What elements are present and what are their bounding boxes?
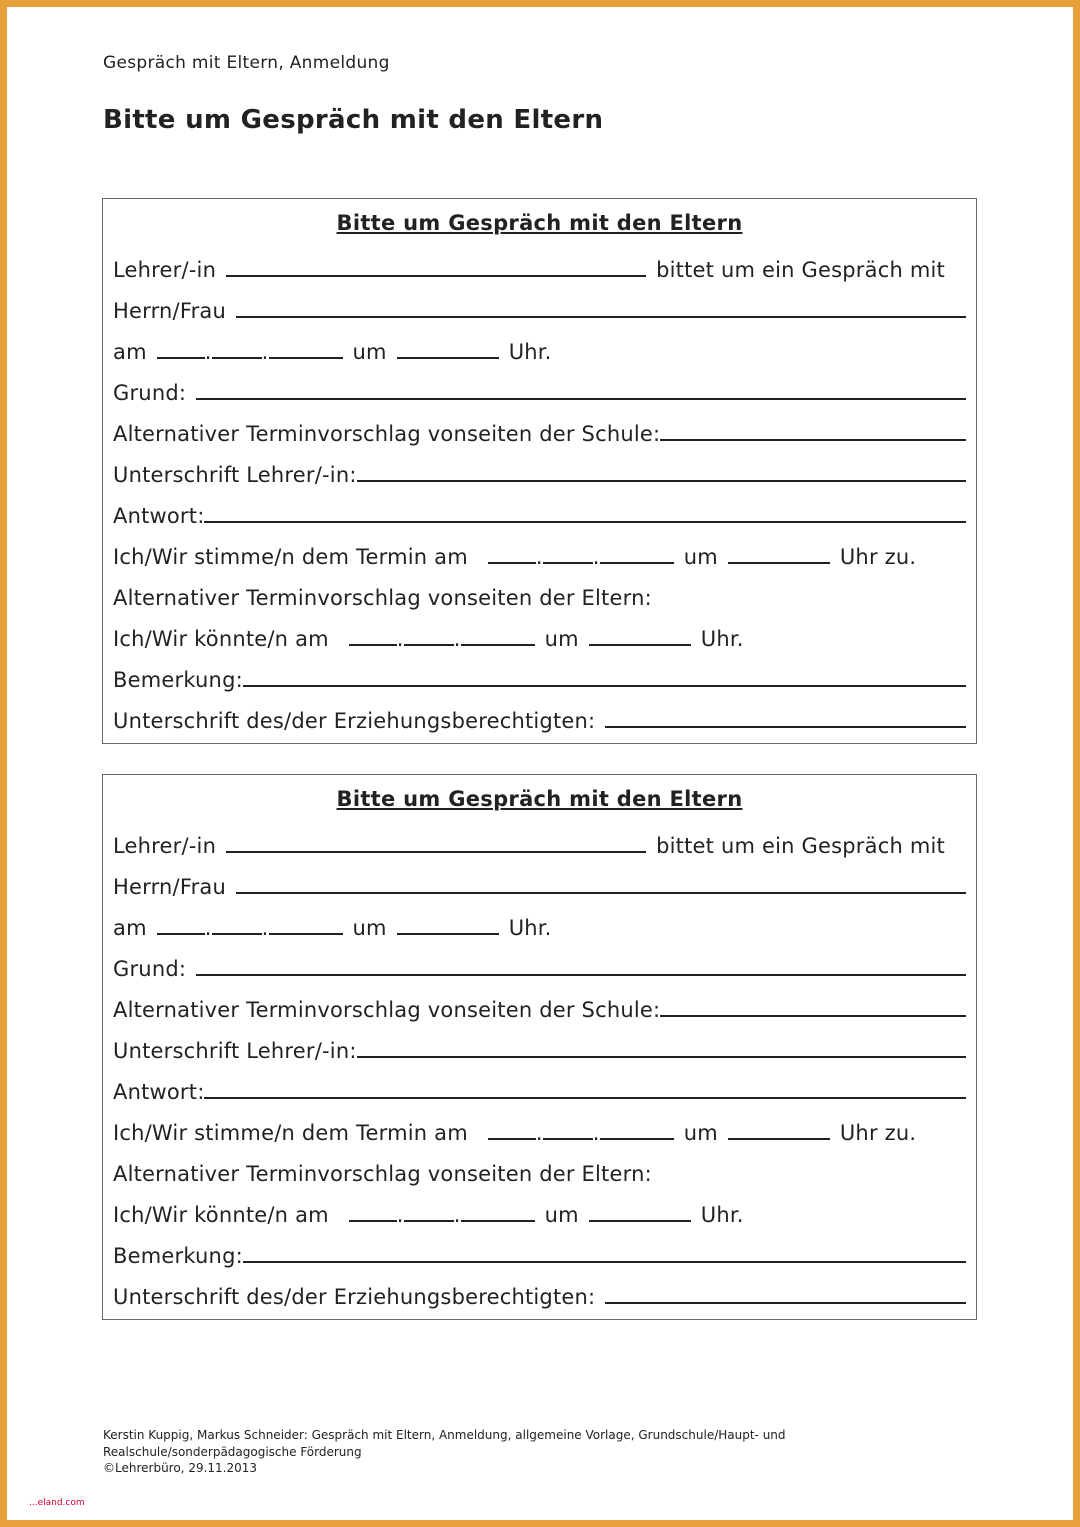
teacher-suffix: bittet um ein Gespräch mit <box>656 834 945 858</box>
teacher-row <box>113 241 966 282</box>
document-subtitle: Gespräch mit Eltern, Anmeldung <box>103 53 390 73</box>
answer-blank[interactable] <box>204 1096 966 1099</box>
alt-parents-label: Alternativer Terminvorschlag vonseiten der Eltern: <box>113 1162 652 1186</box>
could-month-blank[interactable] <box>404 1219 454 1222</box>
parent-signature-row <box>113 692 966 733</box>
alt-school-label: Alternativer Terminvorschlag vonseiten der Schule: <box>113 422 661 446</box>
could-year-blank[interactable] <box>461 1219 535 1222</box>
agree-label: Ich/Wir stimme/n dem Termin am <box>113 1121 468 1145</box>
teacher-signature-label: Unterschrift Lehrer/-in: <box>113 463 357 487</box>
alt-parents-row <box>113 569 966 610</box>
reason-row <box>113 940 966 981</box>
answer-blank[interactable] <box>204 520 966 523</box>
reason-label: Grund: <box>113 957 187 981</box>
answer-label: Antwort: <box>113 1080 205 1104</box>
date-year-blank[interactable] <box>269 932 343 935</box>
footer-line-3: ©Lehrerbüro, 29.11.2013 <box>103 1461 258 1475</box>
agree-time-prefix: um <box>683 1121 718 1145</box>
agree-month-blank[interactable] <box>543 1137 593 1140</box>
teacher-name-blank[interactable] <box>226 274 646 277</box>
could-day-blank[interactable] <box>349 643 397 646</box>
parent-row <box>113 858 966 899</box>
agree-label: Ich/Wir stimme/n dem Termin am <box>113 545 468 569</box>
teacher-label: Lehrer/-in <box>113 258 217 282</box>
teacher-signature-blank[interactable] <box>357 1055 966 1058</box>
parent-name-blank[interactable] <box>236 891 966 894</box>
parent-label: Herrn/Frau <box>113 299 226 323</box>
date-month-blank[interactable] <box>212 932 262 935</box>
answer-label: Antwort: <box>113 504 205 528</box>
reason-blank[interactable] <box>196 397 966 400</box>
time-prefix: um <box>352 916 387 940</box>
agree-day-blank[interactable] <box>488 1137 536 1140</box>
reason-blank[interactable] <box>196 973 966 976</box>
time-prefix: um <box>352 340 387 364</box>
reason-label: Grund: <box>113 381 187 405</box>
could-suffix: Uhr. <box>700 627 744 651</box>
form-title: Bitte um Gespräch mit den Eltern <box>336 787 743 811</box>
could-time-blank[interactable] <box>589 1219 691 1222</box>
could-row: Ich/Wir könnte/n am . . um Uhr. <box>113 627 744 651</box>
agree-month-blank[interactable] <box>543 561 593 564</box>
could-time-prefix: um <box>544 627 579 651</box>
could-label: Ich/Wir könnte/n am <box>113 1203 329 1227</box>
answer-row <box>113 1063 966 1104</box>
agree-time-blank[interactable] <box>728 1137 830 1140</box>
remark-row <box>113 1227 966 1268</box>
agree-row: Ich/Wir stimme/n dem Termin am . . um Uhr zu. <box>113 1121 917 1145</box>
date-month-blank[interactable] <box>212 356 262 359</box>
agree-suffix: Uhr zu. <box>839 545 917 569</box>
teacher-suffix: bittet um ein Gespräch mit <box>656 258 945 282</box>
could-day-blank[interactable] <box>349 1219 397 1222</box>
agree-row: Ich/Wir stimme/n dem Termin am . . um Uhr zu. <box>113 545 917 569</box>
agree-year-blank[interactable] <box>600 1137 674 1140</box>
could-year-blank[interactable] <box>461 643 535 646</box>
alt-parents-row <box>113 1145 966 1186</box>
date-prefix: am <box>113 916 147 940</box>
parent-name-blank[interactable] <box>236 315 966 318</box>
teacher-name-blank[interactable] <box>226 850 646 853</box>
could-suffix: Uhr. <box>700 1203 744 1227</box>
remark-blank[interactable] <box>243 1260 966 1263</box>
parent-signature-row <box>113 1268 966 1309</box>
agree-year-blank[interactable] <box>600 561 674 564</box>
teacher-row <box>113 817 966 858</box>
watermark: ...eland.com <box>29 1498 85 1508</box>
could-time-blank[interactable] <box>589 643 691 646</box>
alt-school-blank[interactable] <box>660 1014 966 1017</box>
alt-school-row <box>113 405 966 446</box>
date-day-blank[interactable] <box>157 932 205 935</box>
form-box-2 <box>102 774 977 1320</box>
time-blank[interactable] <box>397 932 499 935</box>
footer-line-1: Kerstin Kuppig, Markus Schneider: Gespräch mit Eltern, Anmeldung, allgemeine Vorlage, Grundschule/Haupt- und <box>103 1428 786 1442</box>
teacher-label: Lehrer/-in <box>113 834 217 858</box>
parent-signature-label: Unterschrift des/der Erziehungsberechtigten: <box>113 1285 596 1309</box>
parent-row <box>113 282 966 323</box>
footer-line-2: Realschule/sonderpädagogische Förderung <box>103 1444 362 1459</box>
remark-blank[interactable] <box>243 684 966 687</box>
could-time-prefix: um <box>544 1203 579 1227</box>
time-suffix: Uhr. <box>508 340 552 364</box>
date-row: am . . um Uhr. <box>113 340 552 364</box>
date-row: am . . um Uhr. <box>113 916 552 940</box>
alt-school-row <box>113 981 966 1022</box>
date-year-blank[interactable] <box>269 356 343 359</box>
remark-label: Bemerkung: <box>113 1244 243 1268</box>
form-title: Bitte um Gespräch mit den Eltern <box>336 211 743 235</box>
teacher-signature-row <box>113 446 966 487</box>
agree-day-blank[interactable] <box>488 561 536 564</box>
alt-school-blank[interactable] <box>660 438 966 441</box>
teacher-signature-blank[interactable] <box>357 479 966 482</box>
remark-row <box>113 651 966 692</box>
agree-time-prefix: um <box>683 545 718 569</box>
alt-school-label: Alternativer Terminvorschlag vonseiten der Schule: <box>113 998 661 1022</box>
parent-signature-label: Unterschrift des/der Erziehungsberechtigten: <box>113 709 596 733</box>
teacher-signature-row <box>113 1022 966 1063</box>
document-title: Bitte um Gespräch mit den Eltern <box>103 105 604 135</box>
time-blank[interactable] <box>397 356 499 359</box>
answer-row <box>113 487 966 528</box>
form-box-1 <box>102 198 977 744</box>
date-prefix: am <box>113 340 147 364</box>
agree-suffix: Uhr zu. <box>839 1121 917 1145</box>
could-row: Ich/Wir könnte/n am . . um Uhr. <box>113 1203 744 1227</box>
footer <box>103 1427 786 1477</box>
parent-label: Herrn/Frau <box>113 875 226 899</box>
reason-row <box>113 364 966 405</box>
could-month-blank[interactable] <box>404 643 454 646</box>
date-day-blank[interactable] <box>157 356 205 359</box>
parent-signature-blank[interactable] <box>605 1301 966 1304</box>
alt-parents-label: Alternativer Terminvorschlag vonseiten der Eltern: <box>113 586 652 610</box>
time-suffix: Uhr. <box>508 916 552 940</box>
parent-signature-blank[interactable] <box>605 725 966 728</box>
agree-time-blank[interactable] <box>728 561 830 564</box>
could-label: Ich/Wir könnte/n am <box>113 627 329 651</box>
teacher-signature-label: Unterschrift Lehrer/-in: <box>113 1039 357 1063</box>
remark-label: Bemerkung: <box>113 668 243 692</box>
